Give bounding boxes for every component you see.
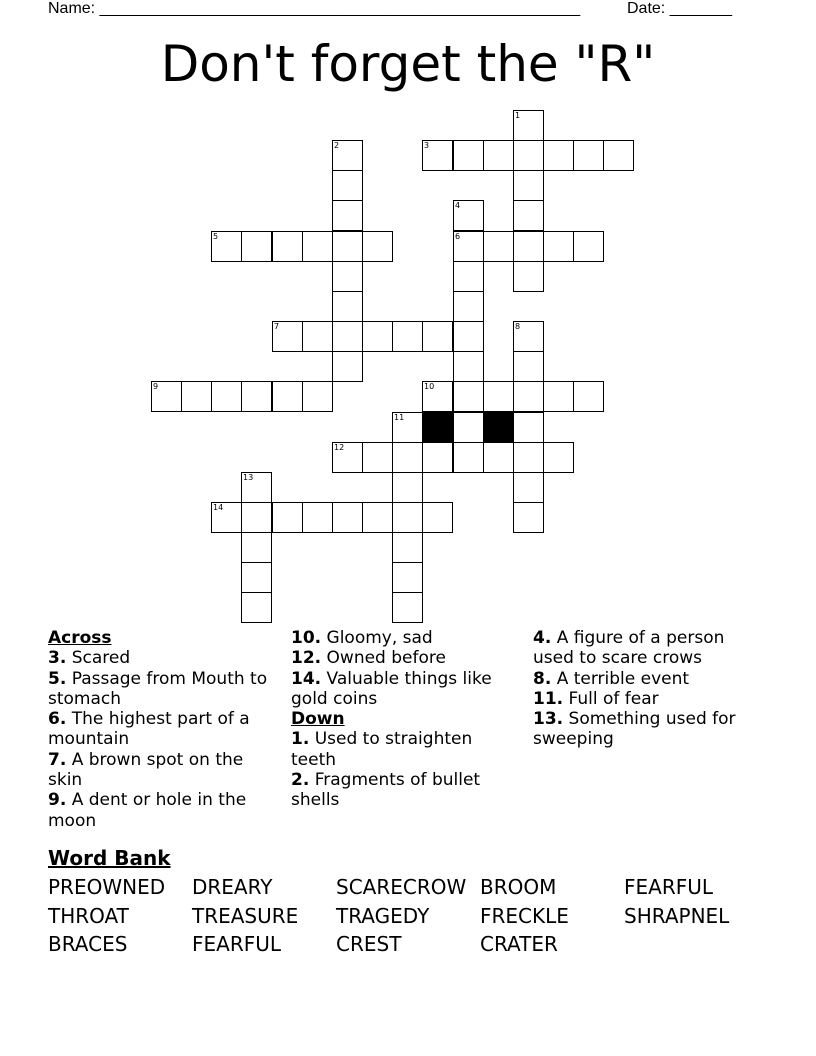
clue-number-label: 3.	[48, 648, 67, 669]
grid-cell[interactable]	[543, 231, 574, 262]
clue	[533, 669, 763, 689]
grid-cell[interactable]	[573, 140, 604, 171]
clue-number: 8	[515, 322, 521, 331]
word-bank-word: CREST	[336, 932, 402, 956]
clue-number: 11	[394, 413, 405, 422]
down-heading: Down	[291, 709, 345, 730]
clue-number: 9	[153, 382, 159, 391]
numbered-cell[interactable]	[211, 231, 242, 262]
grid-cell[interactable]	[241, 532, 272, 563]
word-bank-heading: Word Bank	[48, 846, 171, 870]
grid-cell[interactable]	[181, 381, 212, 412]
grid-cell[interactable]	[483, 442, 514, 473]
numbered-cell[interactable]	[332, 442, 363, 473]
clue	[291, 628, 521, 648]
grid-cell[interactable]	[422, 442, 453, 473]
word-bank-word: DREARY	[192, 875, 273, 899]
word-bank-word: CRATER	[480, 932, 558, 956]
grid-cell[interactable]	[453, 412, 484, 443]
grid-cell[interactable]	[332, 231, 363, 262]
clues-column-2	[291, 628, 521, 811]
grid-cell[interactable]	[241, 381, 272, 412]
grid-cell[interactable]	[362, 321, 393, 352]
grid-cell[interactable]	[392, 532, 423, 563]
clues-column-1	[48, 628, 278, 831]
clue-text: A figure of a person used to scare crows	[533, 628, 725, 669]
numbered-cell[interactable]	[332, 140, 363, 171]
grid-cell[interactable]	[483, 231, 514, 262]
clue-text: Something used for sweeping	[533, 709, 736, 750]
grid-cell[interactable]	[332, 261, 363, 292]
grid-cell[interactable]	[241, 562, 272, 593]
clue	[291, 770, 521, 811]
grid-cell[interactable]	[211, 381, 242, 412]
page-title: Don't forget the "R"	[160, 35, 656, 93]
word-bank-word: TRAGEDY	[336, 903, 430, 928]
clue-number: 4	[455, 201, 461, 210]
clue-text: Passage from Mouth to stomach	[48, 668, 268, 709]
down-clue-list-continued	[533, 628, 763, 750]
clue-number: 6	[455, 232, 461, 241]
clue-number-label: 13.	[533, 709, 564, 730]
clue-text: Owned before	[321, 648, 446, 669]
clues-column-3	[533, 628, 763, 750]
clue	[48, 669, 278, 710]
name-field-line: Name: ______________________________________________________	[48, 0, 581, 17]
clue-number-label: 2.	[291, 770, 310, 791]
grid-cell[interactable]	[392, 472, 423, 503]
clue-number: 14	[213, 503, 224, 512]
grid-cell[interactable]	[392, 442, 423, 473]
clue	[48, 709, 278, 750]
word-bank-word: BROOM	[480, 875, 557, 899]
grid-cell[interactable]	[332, 291, 363, 322]
numbered-cell[interactable]	[241, 472, 272, 503]
clue-number: 1	[515, 111, 521, 120]
clue	[291, 729, 521, 770]
word-bank-word: SHRAPNEL	[624, 903, 730, 928]
grid-cell[interactable]	[332, 170, 363, 201]
clue	[291, 669, 521, 710]
clue-number: 2	[334, 141, 340, 150]
clue-text: Full of fear	[563, 688, 659, 709]
grid-cell[interactable]	[272, 502, 303, 533]
clue-number-label: 7.	[48, 749, 67, 770]
clue-number: 7	[274, 322, 280, 331]
across-clue-list-continued	[291, 628, 521, 709]
clue	[48, 750, 278, 791]
black-square	[483, 412, 514, 443]
grid-cell[interactable]	[513, 170, 544, 201]
clue-text: The highest part of a mountain	[48, 709, 250, 750]
clue	[533, 628, 763, 669]
grid-cell[interactable]	[543, 442, 574, 473]
clue-number: 3	[424, 141, 430, 150]
word-bank-word: TREASURE	[192, 903, 299, 928]
numbered-cell[interactable]	[453, 231, 484, 262]
clue-number-label: 5.	[48, 668, 67, 689]
clue	[533, 689, 763, 709]
grid-cell[interactable]	[543, 140, 574, 171]
numbered-cell[interactable]	[151, 381, 182, 412]
numbered-cell[interactable]	[513, 321, 544, 352]
grid-cell[interactable]	[453, 381, 484, 412]
grid-cell[interactable]	[513, 472, 544, 503]
grid-cell[interactable]	[573, 381, 604, 412]
grid-cell[interactable]	[453, 140, 484, 171]
grid-cell[interactable]	[603, 140, 634, 171]
word-bank-word: BRACES	[48, 932, 128, 956]
grid-cell[interactable]	[392, 321, 423, 352]
clue-number-label: 1.	[291, 729, 310, 750]
down-clue-list	[291, 729, 521, 810]
grid-cell[interactable]	[513, 412, 544, 443]
numbered-cell[interactable]	[272, 321, 303, 352]
date-field-line: Date: _______	[627, 0, 732, 17]
clue-number-label: 12.	[291, 648, 322, 669]
clue-number-label: 10.	[291, 628, 322, 648]
grid-cell[interactable]	[392, 502, 423, 533]
grid-cell[interactable]	[483, 381, 514, 412]
grid-cell[interactable]	[453, 351, 484, 382]
grid-cell[interactable]	[513, 351, 544, 382]
numbered-cell[interactable]	[513, 110, 544, 141]
grid-cell[interactable]	[332, 502, 363, 533]
grid-cell[interactable]	[392, 562, 423, 593]
numbered-cell[interactable]	[392, 412, 423, 443]
word-bank-word: THROAT	[48, 903, 129, 928]
grid-cell[interactable]	[453, 442, 484, 473]
clue-text: Scared	[66, 648, 131, 669]
grid-cell[interactable]	[302, 231, 333, 262]
grid-cell[interactable]	[513, 442, 544, 473]
word-bank-word: FEARFUL	[624, 875, 714, 899]
clue-text: A brown spot on the skin	[48, 749, 244, 791]
clue-number-label: 4.	[533, 628, 552, 648]
grid-cell[interactable]	[513, 381, 544, 412]
clue	[533, 709, 763, 750]
word-bank-word: FRECKLE	[480, 903, 569, 928]
grid-cell[interactable]	[453, 291, 484, 322]
grid-cell[interactable]	[513, 231, 544, 262]
clue-number-label: 9.	[48, 790, 67, 811]
clue-text: A terrible event	[551, 668, 690, 689]
grid-cell[interactable]	[513, 261, 544, 292]
word-bank-word: FEARFUL	[192, 932, 282, 956]
clue-text: A dent or hole in the moon	[48, 790, 247, 831]
clue-text: Used to straighten teeth	[291, 729, 473, 770]
numbered-cell[interactable]	[422, 381, 453, 412]
word-bank-word: PREOWNED	[48, 875, 166, 899]
grid-cell[interactable]	[453, 321, 484, 352]
grid-cell[interactable]	[362, 442, 393, 473]
clue	[291, 648, 521, 668]
clue-number-label: 6.	[48, 709, 67, 730]
clue-number-label: 8.	[533, 668, 552, 689]
grid-cell[interactable]	[513, 200, 544, 231]
clue-number-label: 14.	[291, 668, 322, 689]
grid-cell[interactable]	[332, 321, 363, 352]
grid-cell[interactable]	[241, 231, 272, 262]
grid-cell[interactable]	[302, 381, 333, 412]
grid-cell[interactable]	[422, 321, 453, 352]
grid-cell[interactable]	[241, 502, 272, 533]
clue-text: Valuable things like gold coins	[291, 668, 492, 709]
grid-cell[interactable]	[422, 502, 453, 533]
black-square	[422, 412, 453, 443]
grid-cell[interactable]	[241, 592, 272, 623]
clue-number: 5	[213, 232, 219, 241]
grid-cell[interactable]	[272, 231, 303, 262]
grid-cell[interactable]	[392, 592, 423, 623]
grid-cell[interactable]	[332, 351, 363, 382]
clue-number: 10	[424, 382, 435, 391]
clue-number-label: 11.	[533, 688, 564, 709]
across-clue-list	[48, 648, 278, 831]
grid-cell[interactable]	[272, 381, 303, 412]
numbered-cell[interactable]	[422, 140, 453, 171]
grid-cell[interactable]	[543, 381, 574, 412]
across-heading: Across	[48, 628, 112, 648]
grid-cell[interactable]	[453, 261, 484, 292]
grid-cell[interactable]	[573, 231, 604, 262]
clue-text: Gloomy, sad	[321, 628, 433, 648]
clue	[48, 790, 278, 831]
clue	[48, 648, 278, 668]
grid-cell[interactable]	[513, 502, 544, 533]
grid-cell[interactable]	[513, 140, 544, 171]
clue-text: Fragments of bullet shells	[291, 770, 481, 811]
grid-cell[interactable]	[362, 231, 393, 262]
grid-cell[interactable]	[362, 502, 393, 533]
grid-cell[interactable]	[332, 200, 363, 231]
clue-number: 12	[334, 443, 345, 452]
clue-number: 13	[243, 473, 254, 482]
grid-cell[interactable]	[302, 321, 333, 352]
grid-cell[interactable]	[302, 502, 333, 533]
grid-cell[interactable]	[483, 140, 514, 171]
word-bank	[48, 873, 788, 959]
numbered-cell[interactable]	[453, 200, 484, 231]
numbered-cell[interactable]	[211, 502, 242, 533]
word-bank-word: SCARECROW	[336, 875, 467, 899]
